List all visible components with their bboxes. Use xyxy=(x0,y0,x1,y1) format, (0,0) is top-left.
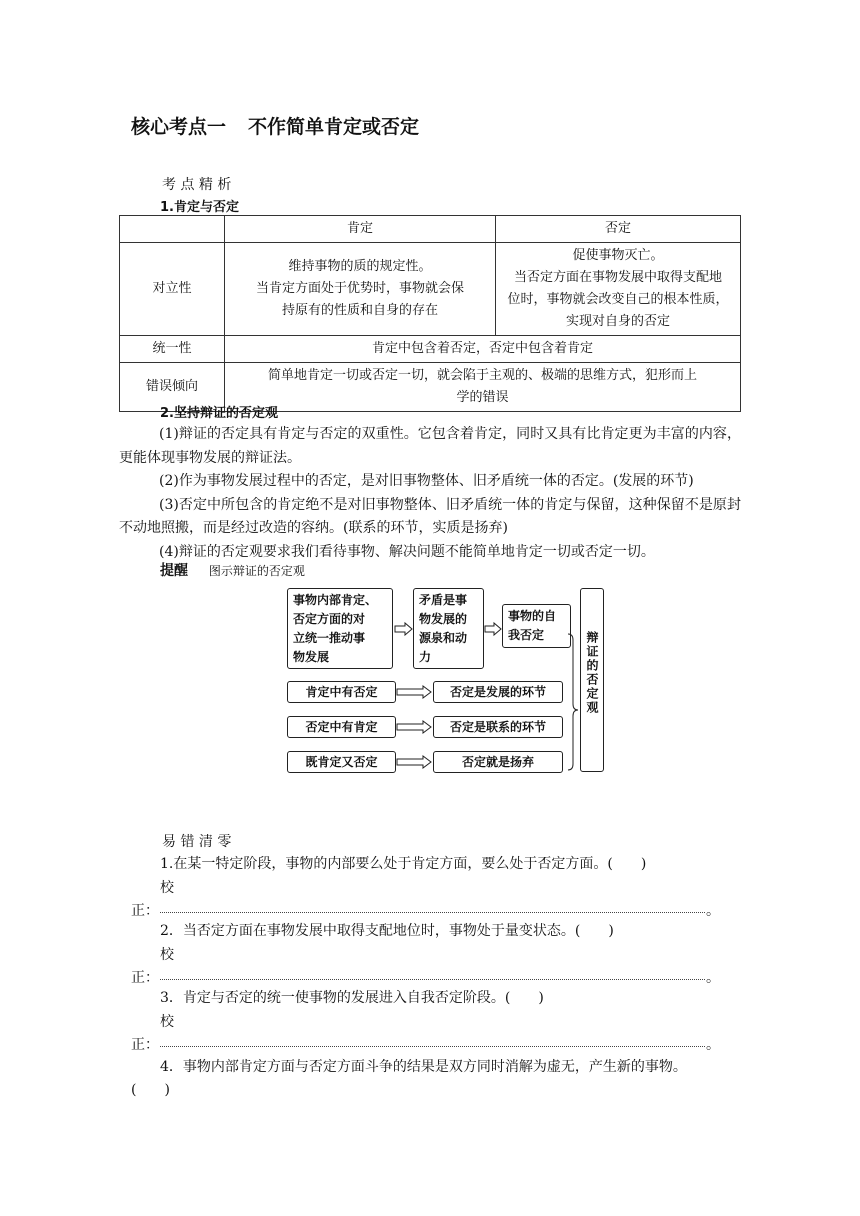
section-label: 考 点 精 析 xyxy=(162,177,232,193)
row-label: 对立性 xyxy=(120,243,225,336)
cell-positive: 维持事物的质的规定性。 当肯定方面处于优势时，事物就会保 持原有的性质和自身的存在 xyxy=(225,243,496,336)
row-label: 统一性 xyxy=(120,336,225,363)
subheading: 1.肯定与否定 xyxy=(160,200,239,215)
diagram-box-internal: 事物内部肯定、 否定方面的对 立统一推动事 物发展 xyxy=(287,588,393,669)
diagram-right-2: 否定是联系的环节 xyxy=(433,716,563,738)
correction-label: 校 xyxy=(160,947,174,963)
tip: 提醒 图示辩证的否定观 xyxy=(160,563,305,579)
diagram-left-2: 否定中有肯定 xyxy=(287,716,396,738)
arrow-icon xyxy=(397,686,431,698)
body-text: (1)辩证的否定具有肯定与否定的双重性。它包含着肯定，同时又具有比肯定更为丰富的内容，更能体现事物发展的辩证法。 (2)作为事物发展过程中的否定，是对旧事物整体、旧矛盾统一体的否定。(发展的环节) (3)否定中所包含的肯定绝不是对旧事物整体、旧矛盾统一体的肯定与保留，这种保留不是原封不动地照搬，而是经过改造的容纳。(联系的环节，实质是扬弃) (4)辩证的否定观要求我们看待事物、解决问题不能简单地肯定一切或否定一切。 xyxy=(119,426,741,560)
correction-label: 校 xyxy=(160,1014,174,1030)
correction-label: 正： xyxy=(131,1037,159,1053)
correction-label: 正： xyxy=(131,970,159,986)
correction-label: 正： xyxy=(131,903,159,919)
question-2: 2．当否定方面在事物发展中取得支配地位时，事物处于量变状态。( ) xyxy=(160,923,614,939)
cell-negative: 促使事物灭亡。 当否定方面在事物发展中取得支配地 位时，事物就会改变自己的根本性质， 实现对自身的否定 xyxy=(496,243,741,336)
arrow-icon xyxy=(397,756,431,768)
question-3: 3．肯定与否定的统一使事物的发展进入自我否定阶段。( ) xyxy=(160,990,544,1006)
page-title: 核心考点一 不作简单肯定或否定 xyxy=(131,116,420,138)
arrow-icon xyxy=(395,623,412,635)
period: 。 xyxy=(706,1037,720,1053)
period: 。 xyxy=(706,970,720,986)
correction-label: 校 xyxy=(160,880,174,896)
cell-unity: 肯定中包含着否定，否定中包含着肯定 xyxy=(225,336,741,363)
col-positive: 肯定 xyxy=(225,216,496,243)
answer-line[interactable] xyxy=(160,912,705,913)
section-label: 易 错 清 零 xyxy=(162,834,232,850)
diagram-vertical-box xyxy=(580,588,604,772)
col-negative: 否定 xyxy=(496,216,741,243)
period: 。 xyxy=(706,903,720,919)
diagram-left-1: 肯定中有否定 xyxy=(287,681,396,703)
diagram-box-source: 矛盾是事 物发展的 源泉和动 力 xyxy=(413,588,484,669)
comparison-table xyxy=(119,215,741,412)
diagram-vertical-label: 辩证的否定观 xyxy=(585,631,599,715)
arrow-icon xyxy=(485,623,501,635)
cell-error: 简单地肯定一切或否定一切，就会陷于主观的、极端的思维方式，犯形而上 学的错误 xyxy=(225,363,741,412)
brace-icon xyxy=(568,634,578,770)
diagram-right-3: 否定就是扬弃 xyxy=(433,751,563,773)
diagram-right-1: 否定是发展的环节 xyxy=(433,681,563,703)
diagram-box-self-negation: 事物的自 我否定 xyxy=(502,604,571,648)
subheading: 2.坚持辩证的否定观 xyxy=(160,406,278,421)
question-4: 4．事物内部肯定方面与否定方面斗争的结果是双方同时消解为虚无，产生新的事物。 xyxy=(160,1059,687,1075)
question-4-blank: ( ) xyxy=(131,1082,170,1098)
row-label: 错误倾向 xyxy=(120,363,225,412)
diagram-left-3: 既肯定又否定 xyxy=(287,751,396,773)
question-1: 1.在某一特定阶段，事物的内部要么处于肯定方面，要么处于否定方面。( ) xyxy=(160,856,647,872)
answer-line[interactable] xyxy=(160,979,705,980)
answer-line[interactable] xyxy=(160,1046,705,1047)
arrow-icon xyxy=(397,721,431,733)
